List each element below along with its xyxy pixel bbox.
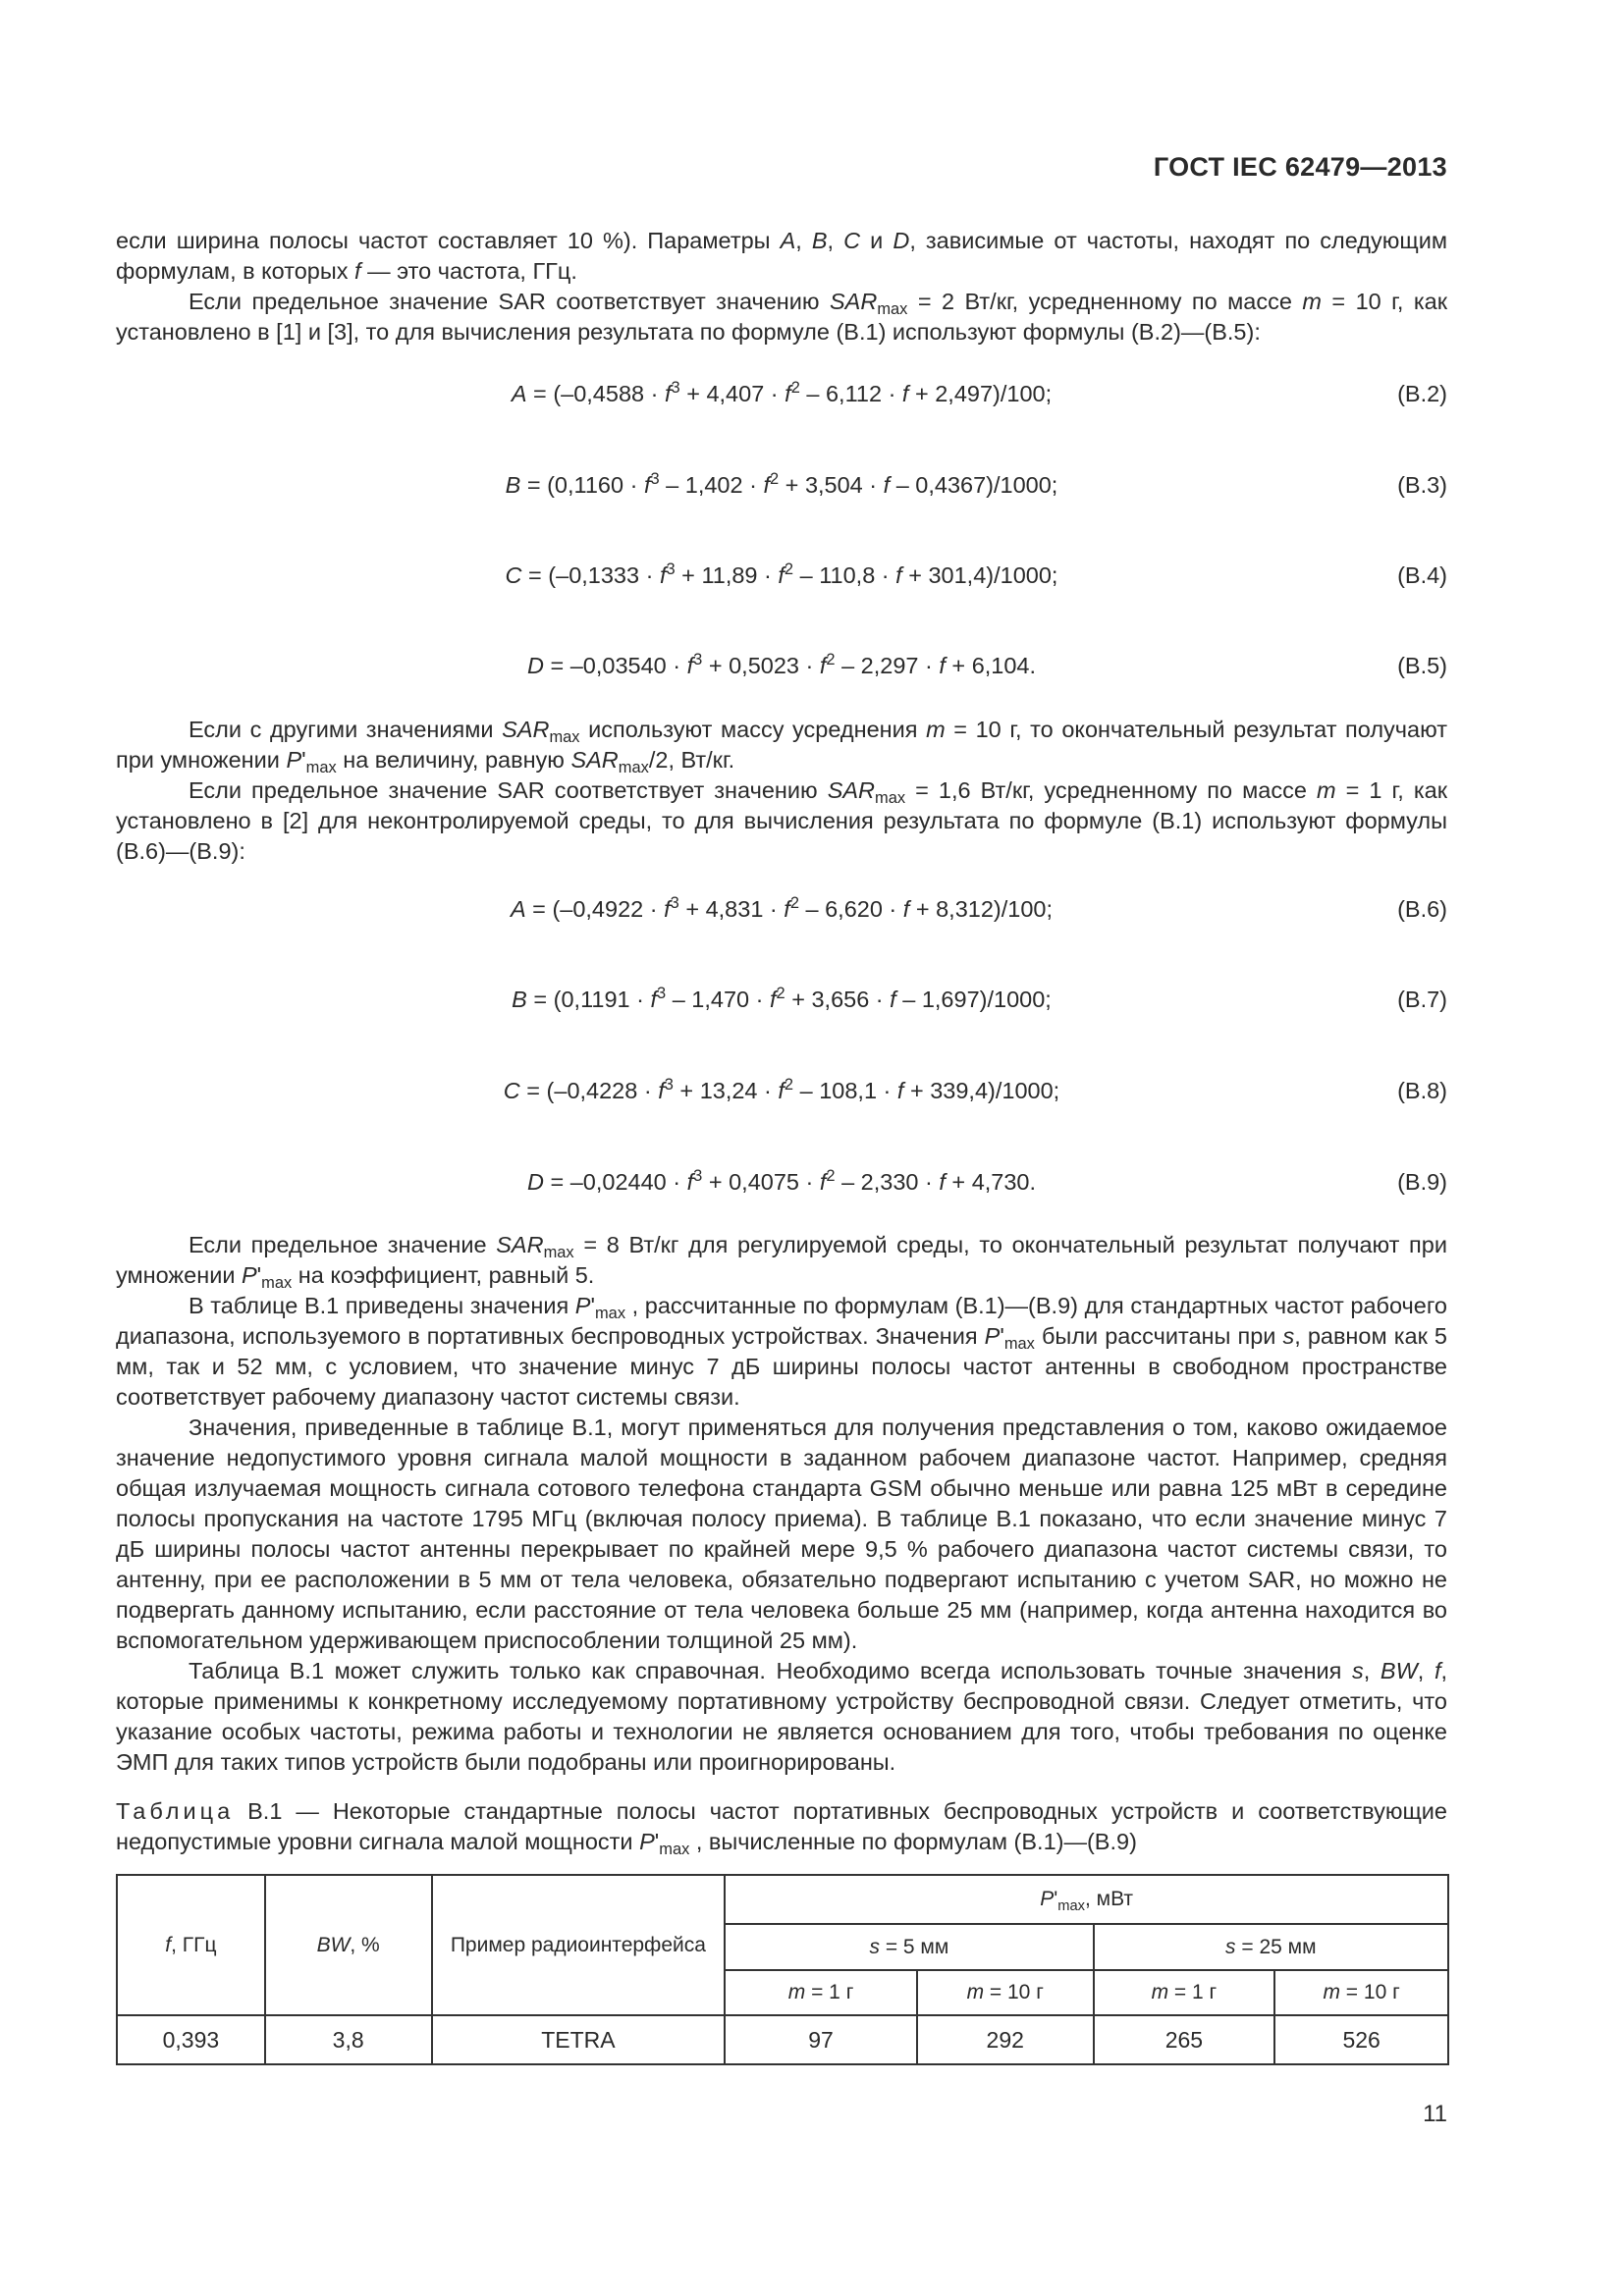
header-pmax: $P'_{max}$, мВт (725, 1875, 1448, 1924)
header-s25: s = 25 мм (1094, 1924, 1448, 1970)
paragraph-3: Если с другими значениями $SAR_{max}$ используют массу усреднения m = 10 г, то окончательный результат получают при умножении $P'_{max}$ на величину, равную $SAR_{max}/2$, Вт/кг. (116, 717, 1447, 776)
cell-example: TETRA (432, 2015, 726, 2064)
cell-s5-m1: 97 (725, 2015, 917, 2064)
equation-number: (В.3) (1397, 472, 1447, 498)
paragraph-7: Значения, приведенные в таблице В.1, могут применяться для получения представления о том, каково ожидаемое значение недопустимого уровня сигнала малой мощности в заданном рабочем диапазоне частот. Например, средняя общая излучаемая мощность сигнала сотового телефона стандарта GSM обычно меньше или равна 125 мВт в середине полосы пропускания на частоте 1795 МГц (включая полосу приема). В таблице В.1 показано, что если значение минус 7 дБ ширины полосы частот антенны перекрывает по крайней мере 9,5 % рабочего диапазона частот системы связи, то антенну, при ее расположении в 5 мм от тела человека, обязательно подвергают испытанию с учетом SAR, но можно не подвергать данному испытанию, если расстояние от тела человека больше 25 мм (например, когда антенна находится во вспомогательном удерживающем приспособлении толщиной 25 мм). (116, 1415, 1447, 1653)
paragraph-1: если ширина полосы частот составляет 10 %). Параметры A, B, C и D, зависимые от частоты, находят по следующим формулам, в которых f — это частота, ГГц. (116, 228, 1448, 284)
equation-formula: $C = (-0,4228 \cdot f^3 + 13,24 \cdot f^2 - 108,1 \cdot f + 339,4)/1000$; (503, 1076, 1060, 1103)
cell-s5-m10: 292 (917, 2015, 1094, 2064)
equation-number: (В.4) (1397, 562, 1447, 588)
cell-s25-m10: 526 (1274, 2015, 1448, 2064)
header-m1: m = 1 г (725, 1970, 917, 2015)
table-caption-label: Таблица (116, 1798, 235, 1824)
equation-number: (В.5) (1397, 653, 1447, 678)
equation-b9 (116, 1169, 1447, 1202)
paragraph-5: Если предельное значение $SAR_{max} = 8$ Вт/кг для регулируемой среды, то окончательный результат получают при умножении $P'_{max}$ на коэффициент, равный 5. (116, 1232, 1447, 1292)
equation-b3 (116, 472, 1447, 506)
equation-formula: $B = (0,1160 \cdot f^3 - 1,402 \cdot f^2 + 3,504 \cdot f - 0,4367)/1000$; (505, 470, 1058, 498)
cell-f: 0,393 (117, 2015, 265, 2064)
equation-b4 (116, 562, 1447, 596)
equation-b8 (116, 1078, 1447, 1111)
paragraph-4: Если предельное значение SAR соответствует значению $SAR_{max} = 1,6$ Вт/кг, усредненному по массе m = 1 г, как установлено в [2] для неконтролируемой среды, то для вычисления результата по формуле (В.1) используют формулы (В.6)—(В.9): (116, 777, 1447, 864)
page-number: 11 (1423, 2101, 1447, 2127)
table-b1 (116, 1874, 1449, 2065)
equation-number: (В.6) (1397, 896, 1447, 922)
equation-b2 (116, 381, 1447, 414)
header-example: Пример радиоинтерфейса (432, 1875, 726, 2015)
equation-formula: $A = (-0,4922 \cdot f^3 + 4,831 \cdot f^2 - 6,620 \cdot f + 8,312)/100$; (510, 894, 1054, 922)
equation-b6 (116, 896, 1447, 930)
table-caption: Таблица В.1 — Некоторые стандартные полосы частот портативных беспроводных устройств и соответствующие недопустимые уровни сигнала малой мощности $P'_{max}$ , вычисленные по формулам (В.1)—(В.9) (116, 1798, 1447, 1858)
text-block-1 (116, 226, 1447, 347)
header-m10: m = 10 г (917, 1970, 1094, 2015)
header-m1: m = 1 г (1094, 1970, 1275, 2015)
document-header: ГОСТ IEC 62479—2013 (1153, 152, 1447, 182)
paragraph-6: В таблице В.1 приведены значения $P'_{max}$ , рассчитанные по формулам (В.1)—(В.9) для стандартных частот рабочего диапазона, используемого в портативных беспроводных устройствах. Значения $P'_{max}$ были рассчитаны при s, равном как 5 мм, так и 52 мм, с условием, что значение минус 7 дБ ширины полосы частот антенны в свободном пространстве соответствует рабочему диапазону частот системы связи. (116, 1293, 1447, 1410)
equation-b7 (116, 987, 1447, 1020)
equation-number: (В.7) (1397, 987, 1447, 1012)
equation-number: (В.2) (1397, 381, 1447, 406)
equation-formula: $B = (0,1191 \cdot f^3 - 1,470 \cdot f^2 + 3,656 \cdot f - 1,697)/1000$; (512, 985, 1052, 1012)
text-block-3 (116, 1230, 1447, 1778)
header-s5: s = 5 мм (725, 1924, 1093, 1970)
equation-number: (В.9) (1397, 1169, 1447, 1195)
equation-b5 (116, 653, 1447, 686)
equation-formula: $D = -0,03540 \cdot f^3 + 0,5023 \cdot f^2 - 2,297 \cdot f + 6,104$. (526, 651, 1037, 678)
text-block-2 (116, 715, 1447, 867)
paragraph-2: Если предельное значение SAR соответствует значению $SAR_{max} = 2$ Вт/кг, усредненному по массе m = 10 г, как установлено в [1] и [3], то для вычисления результата по формуле (В.1) используют формулы (В.2)—(В.5): (116, 289, 1447, 345)
equation-formula: $C = (-0,1333 \cdot f^3 + 11,89 \cdot f^2 - 110,8 \cdot f + 301,4)/1000$; (505, 561, 1058, 588)
cell-bw: 3,8 (265, 2015, 432, 2064)
equation-formula: $D = -0,02440 \cdot f^3 + 0,4075 \cdot f^2 - 2,330 \cdot f + 4,730$. (526, 1167, 1037, 1195)
header-m10: m = 10 г (1274, 1970, 1448, 2015)
equation-formula: $A = (-0,4588 \cdot f^3 + 4,407 \cdot f^2 - 6,112 \cdot f + 2,497)/100$; (511, 379, 1053, 406)
paragraph-8: Таблица В.1 может служить только как справочная. Необходимо всегда использовать точные значения s, BW, f, которые применимы к конкретному исследуемому портативному устройству беспроводной связи. Следует отметить, что указание особых частоты, режима работы и технологии не является основанием для того, чтобы требования по оценке ЭМП для таких типов устройств были подобраны или проигнорированы. (116, 1658, 1447, 1775)
table-row (117, 2015, 1448, 2064)
header-f: f, ГГц (117, 1875, 265, 2015)
cell-s25-m1: 265 (1094, 2015, 1275, 2064)
header-bw: BW, % (265, 1875, 432, 2015)
equation-number: (В.8) (1397, 1078, 1447, 1103)
